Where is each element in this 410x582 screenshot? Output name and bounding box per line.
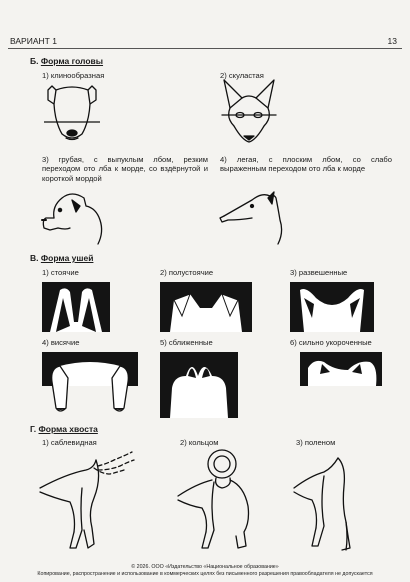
section-b-title [30, 56, 103, 66]
section-g-heading: Форма хвоста [38, 424, 98, 434]
ring-tail-illustration [174, 446, 270, 552]
cropped-ears-illustration [300, 352, 382, 386]
ear-shape-item-3: 3) развешенные [290, 268, 348, 277]
page-number: 13 [387, 36, 397, 46]
hanging-ears-illustration [42, 352, 138, 416]
ear-shape-item-2: 2) полустоячие [160, 268, 214, 277]
tail-shape-item-3: 3) поленом [296, 438, 336, 447]
wedge-head-illustration [44, 80, 100, 148]
head-shape-item-3: 3) грубая, с выпуклым лбом, резким переходом ото лба к морде, со вздёрнутой и короткой мордой [42, 155, 208, 183]
ear-shape-item-5: 5) сближенные [160, 338, 213, 347]
spread-ears-illustration [290, 282, 374, 332]
tail-shape-item-1: 1) саблевидная [42, 438, 97, 447]
cheekbone-head-illustration [220, 78, 278, 150]
ear-shape-item-1: 1) стоячие [42, 268, 79, 277]
variant-label: ВАРИАНТ 1 [10, 36, 57, 46]
semi-erect-ears-illustration [160, 282, 252, 332]
section-g-title [30, 424, 98, 434]
light-head-profile-illustration [218, 186, 288, 248]
section-g-letter: Г. [30, 424, 37, 434]
section-b-letter: Б. [30, 56, 39, 66]
close-set-ears-illustration [160, 352, 238, 418]
log-tail-illustration [290, 446, 380, 552]
head-shape-item-4: 4) легая, с плоским лбом, со слабо выраженным переходом ото лба к морде [220, 155, 392, 174]
ear-shape-item-6: 6) сильно укороченные [290, 338, 372, 347]
footer-license-notice: Копирование, распространение и использование в коммерческих целях без письменного разрешения правообладателя не допускается [37, 571, 373, 577]
section-b-heading: Форма головы [40, 56, 104, 66]
section-v-title [30, 253, 93, 263]
head-shape-item-2: 2) скуластая [220, 71, 264, 80]
tail-shape-item-2: 2) кольцом [180, 438, 219, 447]
section-v-heading: Форма ушей [40, 253, 94, 263]
erect-ears-illustration [42, 282, 110, 332]
sabre-tail-illustration [36, 448, 140, 552]
section-v-letter: В. [30, 253, 39, 263]
ear-shape-item-4: 4) висячие [42, 338, 80, 347]
coarse-head-profile-illustration [40, 188, 106, 248]
head-shape-item-1: 1) клинообразная [42, 71, 105, 80]
header-divider [8, 48, 402, 49]
footer-copyright: © 2026. ООО «Издательство «Национальное образование» [131, 564, 279, 570]
